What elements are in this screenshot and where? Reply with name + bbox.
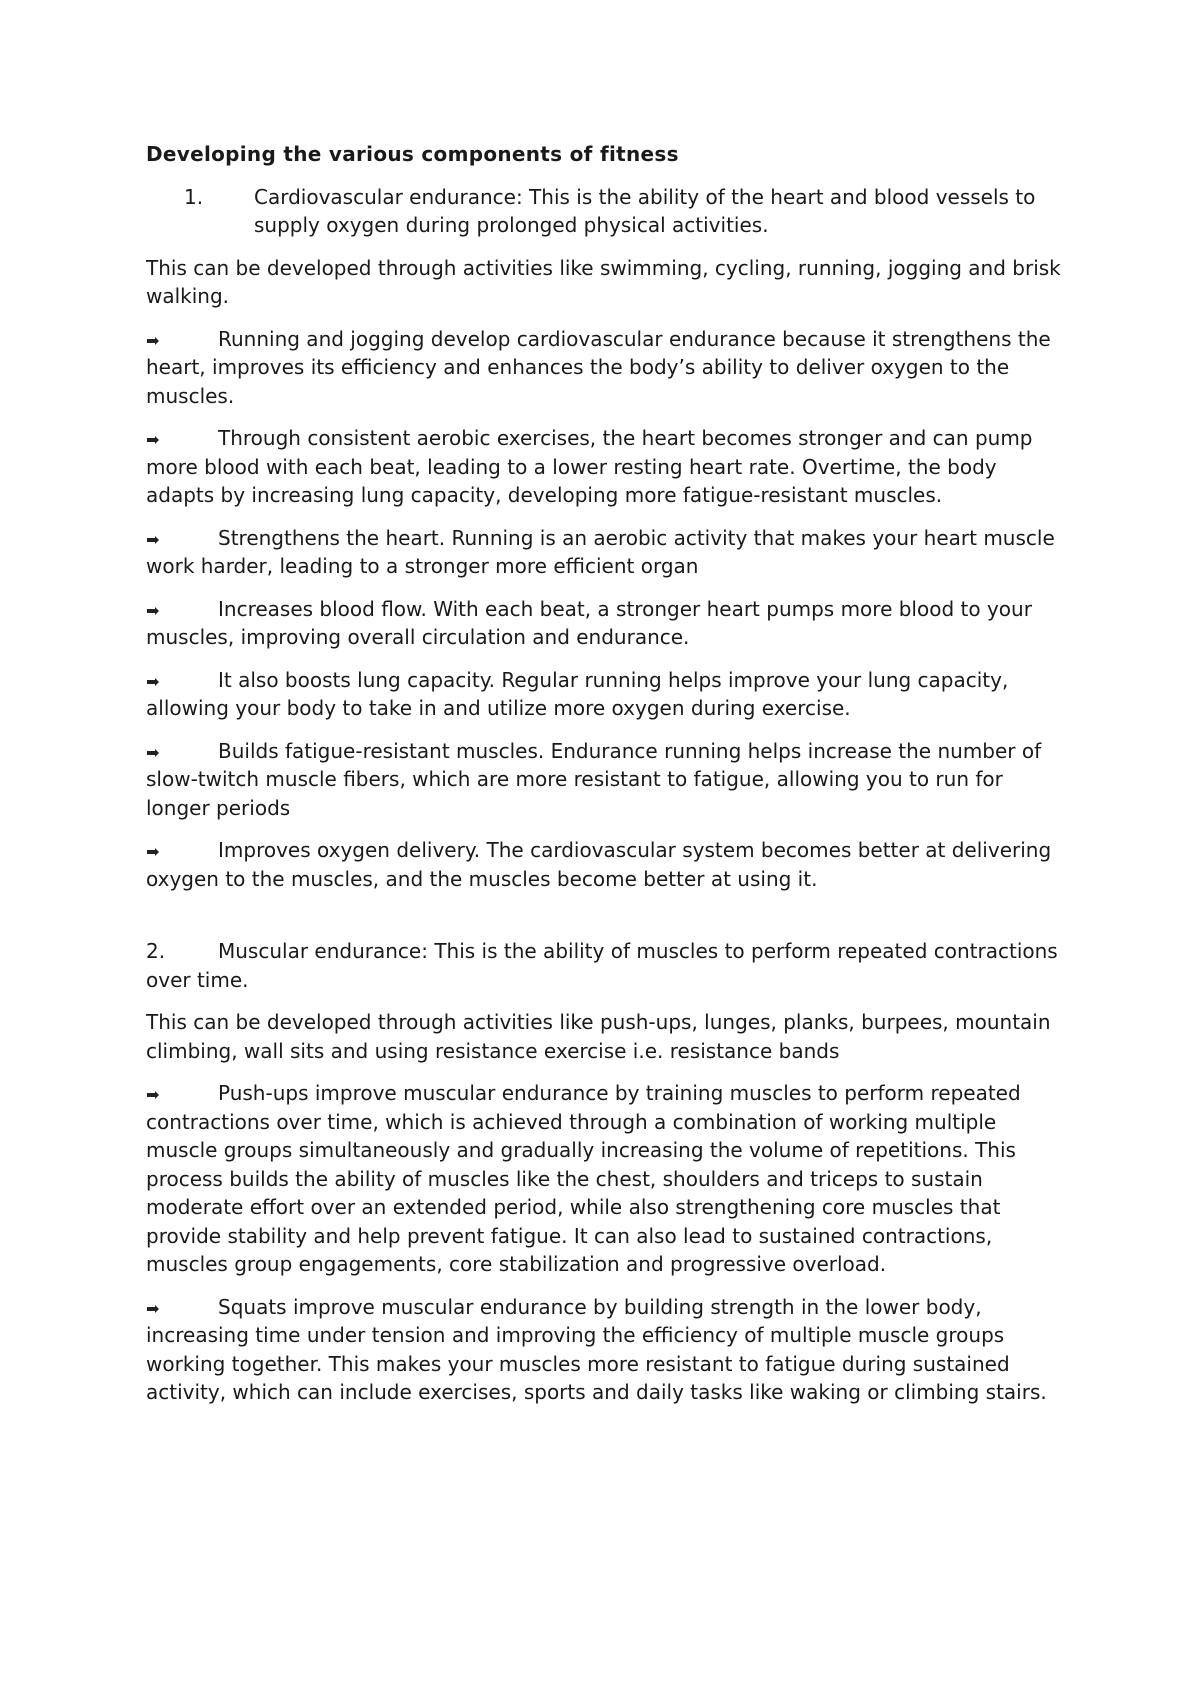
arrow-bullet-icon [146, 1293, 218, 1322]
section-2-number: 2. [146, 939, 166, 963]
bullet-text: Running and jogging develop cardiovascular endurance because it strengthens the heart, improves its efficiency and enhances the body’s ability to deliver oxygen to the muscles. [146, 326, 1051, 408]
arrow-bullet-icon [146, 325, 218, 354]
section-1-intro: This can be developed through activities like swimming, cycling, running, jogging and brisk walking. [146, 255, 1061, 308]
bullet-text: Squats improve muscular endurance by building strength in the lower body, increasing time under tension and improving the efficiency of multiple muscle groups working together. This makes your muscles more resistant to fatigue during sustained activity, which can include exercises, sports and daily tasks like waking or climbing stairs. [146, 1294, 1047, 1404]
section-1-heading [146, 183, 1066, 240]
section-spacer [146, 907, 1066, 937]
section-2-bullet [146, 1079, 1066, 1279]
section-1-bullet [146, 424, 1066, 510]
arrow-bullet-icon [146, 737, 218, 766]
arrow-bullet-icon [146, 1079, 218, 1108]
bullet-text: Push-ups improve muscular endurance by training muscles to perform repeated contractions over time, which is achieved through a combination of working multiple muscle groups simultaneously and gradually increasing the volume of repetitions. This process builds the ability of muscles like the chest, shoulders and triceps to sustain moderate effort over an extended period, while also strengthening core muscles that provide stability and help prevent fatigue. It can also lead to sustained contractions, muscles group engagements, core stabilization and progressive overload. [146, 1081, 1021, 1276]
bullet-text: It also boosts lung capacity. Regular running helps improve your lung capacity, allowing your body to take in and utilize more oxygen during exercise. [146, 667, 1009, 720]
section-2-heading [146, 937, 1066, 994]
arrow-bullet-icon [146, 595, 218, 624]
section-1-bullet [146, 836, 1066, 893]
bullet-text: Increases blood flow. With each beat, a stronger heart pumps more blood to your muscles, improving overall circulation and endurance. [146, 596, 1032, 649]
bullet-text: Through consistent aerobic exercises, the heart becomes stronger and can pump more blood with each beat, leading to a lower resting heart rate. Overtime, the body adapts by increasing lung capacity, developing more fatigue-resistant muscles. [146, 426, 1033, 507]
arrow-bullet-icon [146, 666, 218, 695]
bullet-text: Builds fatigue-resistant muscles. Endurance running helps increase the number of slow-twitch muscle fibers, which are more resistant to fatigue, allowing you to run for longer periods [146, 738, 1042, 820]
section-1-bullet [146, 524, 1066, 581]
section-1-number: 1. [184, 184, 204, 209]
document-title: Developing the various components of fitness [146, 142, 679, 166]
section-1-heading-text: Cardiovascular endurance: This is the ability of the heart and blood vessels to supply oxygen during prolonged physical activities. [254, 184, 1036, 237]
arrow-bullet-icon [146, 524, 218, 553]
section-2-heading-text: Muscular endurance: This is the ability of muscles to perform repeated contractions over time. [146, 939, 1058, 992]
bullet-text: Improves oxygen delivery. The cardiovascular system becomes better at delivering oxygen to the muscles, and the muscles become better at using it. [146, 838, 1052, 891]
section-1-bullet [146, 595, 1066, 652]
section-2-bullet [146, 1293, 1066, 1407]
arrow-bullet-icon [146, 836, 218, 865]
section-1-bullet [146, 325, 1066, 411]
section-1-bullet [146, 737, 1066, 823]
bullet-text: Strengthens the heart. Running is an aerobic activity that makes your heart muscle work harder, leading to a stronger more efficient organ [146, 525, 1055, 578]
arrow-bullet-icon [146, 424, 218, 453]
document-page [146, 140, 1066, 1421]
section-2-intro: This can be developed through activities like push-ups, lunges, planks, burpees, mountain climbing, wall sits and using resistance exercise i.e. resistance bands [146, 1010, 1051, 1063]
section-1-bullet [146, 666, 1066, 723]
